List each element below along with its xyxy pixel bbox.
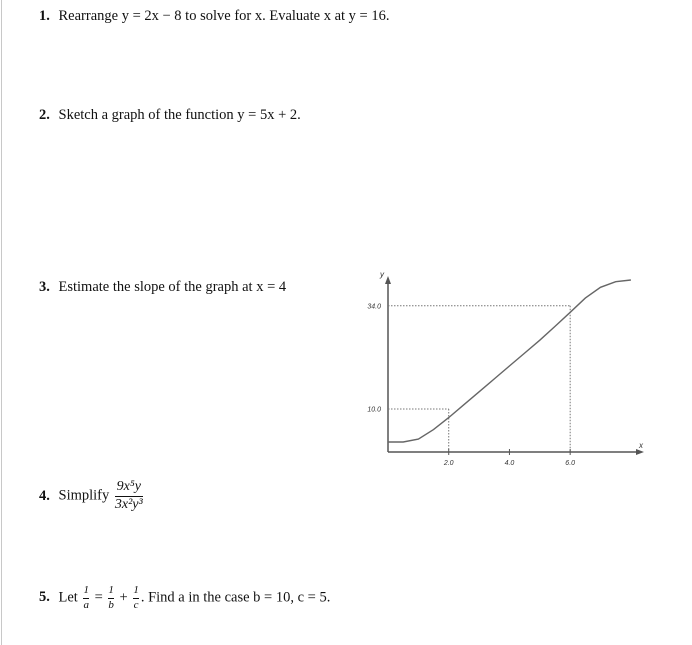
plus-sign: + (119, 589, 128, 606)
slope-graph (350, 262, 650, 477)
question-text: Sketch a graph of the function y = 5x + 2. (58, 107, 301, 123)
x-axis-label: x (639, 441, 643, 450)
question-text: Estimate the slope of the graph at x = 4 (58, 279, 287, 295)
question-label: Let (58, 589, 78, 606)
x-tick-label: 4.0 (504, 460, 515, 467)
question-text: Rearrange y = 2x − 8 to solve for x. Evaluate x at y = 16. (58, 8, 390, 24)
fraction-denominator: a (83, 598, 89, 611)
fraction-numerator: 9x⁵y (116, 479, 141, 494)
left-border (1, 0, 2, 645)
fraction-denominator: b (108, 598, 114, 611)
fraction-numerator: 1 (83, 584, 89, 596)
fraction-term-2 (133, 585, 139, 611)
fraction-lhs (83, 585, 89, 611)
fraction (115, 480, 143, 512)
question-text: . Find a in the case b = 10, c = 5. (140, 589, 331, 606)
x-tick-label: 6.0 (565, 460, 576, 467)
fraction-denominator: 3x²y³ (114, 496, 143, 512)
x-tick-label: 2.0 (443, 460, 454, 467)
y-tick-label: 34.0 (367, 303, 381, 311)
curve-line (388, 280, 631, 442)
y-axis-label: y (380, 270, 384, 279)
fraction-numerator: 1 (133, 584, 139, 596)
question-number: 2. (39, 107, 50, 123)
fraction-term-1 (108, 585, 114, 611)
question-3 (39, 279, 286, 296)
y-axis-arrow (385, 276, 391, 284)
question-4 (39, 480, 145, 512)
equals-sign: = (94, 589, 103, 606)
question-5 (39, 585, 330, 611)
y-tick-label: 10.0 (367, 406, 381, 414)
fraction-numerator: 1 (108, 584, 114, 596)
fraction-denominator: c (133, 598, 139, 611)
question-number: 4. (39, 487, 50, 504)
question-2 (39, 107, 301, 124)
question-number: 3. (39, 279, 50, 295)
question-1 (39, 8, 389, 25)
question-number: 1. (39, 8, 50, 24)
question-number: 5. (39, 589, 50, 606)
question-label: Simplify (58, 487, 110, 504)
